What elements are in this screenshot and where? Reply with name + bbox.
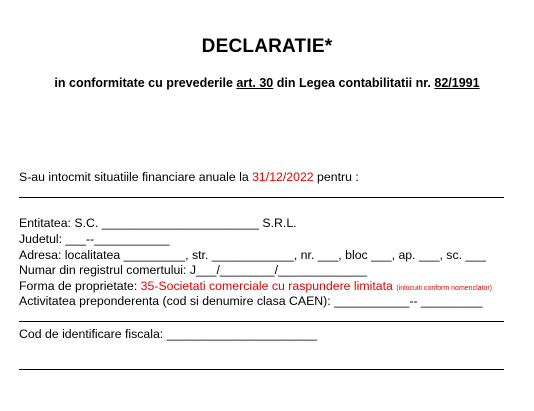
statement-line xyxy=(19,170,359,184)
adresa-field: Adresa: localitatea _________, str. ____________, nr. ___, bloc ___, ap. ___, sc. ___ xyxy=(19,248,486,262)
registru-field: Numar din registrul comertului: J___/________/_____________ xyxy=(19,263,367,277)
activitate-field: Activitatea preponderenta (cod si denumire clasa CAEN): ___________-- _________ xyxy=(19,294,483,308)
forma-label: Forma de proprietate: xyxy=(19,279,141,293)
subtitle-text-1: in conformitate cu prevederile xyxy=(54,76,237,90)
cod-fiscal-field: Cod de identificare fiscala: ______________________ xyxy=(19,327,318,341)
article-reference: art. 30 xyxy=(236,76,274,90)
separator-line xyxy=(19,321,504,322)
statement-suffix: pentru : xyxy=(313,170,359,184)
separator-line xyxy=(19,369,504,370)
separator-line xyxy=(19,197,504,198)
forma-value: 35-Societati comerciale cu raspundere limitata xyxy=(140,279,393,293)
statement-prefix: S-au intocmit situatiile financiare anuale la xyxy=(19,170,253,184)
document-subtitle xyxy=(0,76,534,90)
law-number: 82/1991 xyxy=(434,76,480,90)
forma-note: (inlocuiti conform nomenclator) xyxy=(396,285,493,292)
forma-proprietate-field xyxy=(19,279,492,293)
document-title: DECLARATIE* xyxy=(201,36,333,57)
entitate-field: Entitatea: S.C. _______________________ S.R.L. xyxy=(19,216,297,230)
subtitle-text-2: din Legea contabilitatii nr. xyxy=(273,76,435,90)
statement-date: 31/12/2022 xyxy=(252,170,314,184)
judet-field: Judetul: ___--___________ xyxy=(19,232,170,246)
